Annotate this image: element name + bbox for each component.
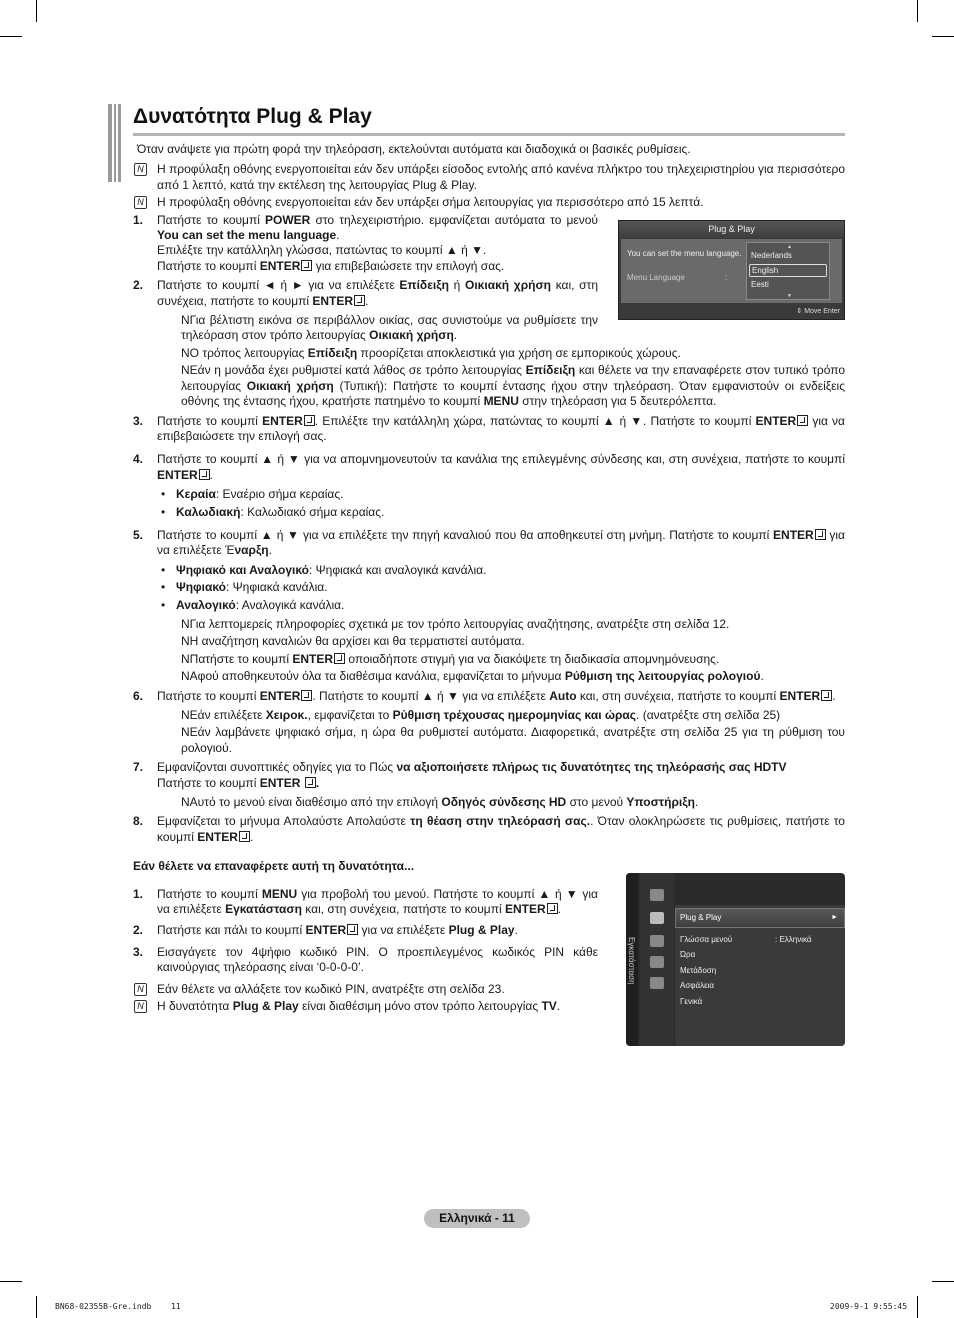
step-7: 7. Εμφανίζονται συνοπτικές οδηγίες για το Πώς να αξιοποιήσετε πλήρως τις δυνατότητες της τηλεόρασής σας HDTV Πατήστε το κουμπί ENTER . — [133, 760, 787, 790]
osd-icon-column — [640, 873, 674, 1046]
note-icon: N — [134, 196, 147, 209]
list-item: • Ψηφιακό και Αναλογικό: Ψηφιακά και αναλογικά κανάλια. — [133, 563, 845, 578]
osd-menu — [675, 905, 845, 1046]
note: NΓια βέλτιστη εικόνα σε περιβάλλον οικίας, σας συνιστούμε να ρυθμίσετε την τηλεόραση στον τρόπο λειτουργίας Οικιακή χρήση. — [181, 313, 598, 343]
note-icon: N — [181, 651, 190, 666]
note: N Εάν θέλετε να αλλάξετε τον κωδικό PIN, ανατρέξτε στη σελίδα 23. — [133, 982, 598, 997]
note: NΑφού αποθηκευτούν όλα τα διαθέσιμα κανάλια, εμφανίζεται το μήνυμα Ρύθμιση της λειτουργίας ρολογιού. — [181, 669, 764, 684]
step-6: 6. Πατήστε το κουμπί ENTER . Πατήστε το κουμπί ▲ ή ▼ για να επιλέξετε Auto και, στη συνέχεια, πατήστε το κουμπί ENTER . — [133, 688, 836, 703]
note: NΕάν λαμβάνετε ψηφιακό σήμα, η ώρα θα ρυθμιστεί αυτόματα. Διαφορετικά, ανατρέξτε στη σελίδα 25 για τη ρύθμιση του ρολογιού. — [181, 725, 845, 755]
note-icon: N — [134, 163, 147, 176]
step-1: 1. Πατήστε το κουμπί POWER στο τηλεχειριστήριο. εμφανίζεται αυτόματα το μενού You can set the menu language. Επιλέξτε την κατάλληλη γλώσσα, πατώντας το κουμπί ▲ ή ▼. Πατήστε το κουμπί ENTER για επιβεβαιώσετε την επιλογή σας. — [133, 212, 598, 273]
footer-file: BN68-02355B-Gre.indb — [55, 1302, 152, 1311]
enter-icon — [815, 529, 826, 540]
note: NΕάν επιλέξετε Χειροκ., εμφανίζεται το Ρύθμιση τρέχουσας ημερομηνίας και ώρας. (ανατρέξτε στη σελίδα 25) — [181, 708, 781, 722]
osd-footer: ⇕ Move Enter — [796, 308, 840, 315]
crop-mark — [0, 36, 22, 37]
enter-icon — [305, 777, 316, 788]
crop-mark — [0, 1281, 22, 1282]
title-rule — [133, 133, 845, 136]
menu-item[interactable]: Γενικά — [680, 997, 703, 1006]
language-option[interactable]: Nederlands — [751, 251, 792, 260]
page-number: Ελληνικά - 11 — [424, 1209, 530, 1228]
note-icon: N — [181, 669, 190, 684]
note-icon: N — [181, 616, 190, 631]
input-icon[interactable] — [650, 935, 664, 947]
support-icon[interactable] — [650, 977, 664, 989]
list-item: • Κεραία: Εναέριο σήμα κεραίας. — [133, 487, 845, 502]
title-decoration — [108, 104, 122, 182]
chevron-right-icon: ► — [831, 914, 838, 921]
enter-icon — [199, 469, 210, 480]
footer-page: 11 — [171, 1302, 181, 1311]
note: N Η δυνατότητα Plug & Play είναι διαθέσιμη μόνο στον τρόπο λειτουργίας TV. — [133, 999, 598, 1014]
menu-item-plug-and-play[interactable]: Plug & Play ► — [675, 908, 845, 928]
crop-mark — [917, 1296, 918, 1318]
menu-item[interactable]: Γλώσσα μενού — [680, 935, 733, 944]
note-icon: N — [181, 313, 190, 328]
osd-panel: You can set the menu language. Menu Language : ▲ Nederlands English Eesti ▼ — [621, 239, 842, 303]
menu-item[interactable]: Ώρα — [680, 950, 696, 959]
crop-mark — [932, 36, 954, 37]
crop-mark — [36, 0, 37, 22]
note: NΑυτό το μενού είναι διαθέσιμο από την επιλογή Οδηγός σύνδεσης HD στο μενού Υποστήριξη. — [181, 795, 699, 810]
enter-icon — [821, 690, 832, 701]
enter-icon — [347, 924, 358, 935]
enter-icon — [354, 295, 365, 306]
osd-label: You can set the menu language. — [627, 249, 742, 258]
enter-icon — [301, 260, 312, 271]
list-item: • Καλωδιακή: Καλωδιακό σήμα κεραίας. — [133, 505, 845, 520]
language-list[interactable] — [746, 242, 830, 300]
enter-icon — [239, 831, 250, 842]
language-option[interactable]: Eesti — [751, 280, 769, 289]
note-icon: N — [181, 345, 190, 360]
note: NΕάν η μονάδα έχει ρυθμιστεί κατά λάθος σε τρόπο λειτουργίας Επίδειξη και θέλετε να την επαναφέρετε στον τυπικό τρόπο λειτουργίας Οικιακή χρήση (Τυπική): Πατήστε το κουμπί έντασης ήχου στην τηλεόραση. Όταν εμφανιστούν οι ενδείξεις οθόνης της έντασης ήχου, κρατήστε πατημένο το κουμπί MENU στην τηλεόραση για 5 δευτερόλεπτα. — [181, 363, 845, 409]
step-4: 4. Πατήστε το κουμπί ▲ ή ▼ για να απομνημονευτούν τα κανάλια της επιλεγμένης σύνδεσης και, στη συνέχεια, πατήστε το κουμπί ENTER . — [133, 452, 845, 482]
picture-icon[interactable] — [650, 889, 664, 901]
osd-side-label: Εγκατάσταση — [627, 937, 636, 985]
menu-item[interactable]: Μετάδοση — [680, 966, 717, 975]
note: NΠατήστε το κουμπί ENTER οποιαδήποτε στιγμή για να διακόψετε τη διαδικασία απομνημόνευσης. — [181, 651, 720, 666]
menu-item-value: : Ελληνικά — [775, 935, 812, 944]
note-icon: N — [181, 363, 190, 378]
note-icon: N — [181, 795, 190, 810]
note-icon: N — [134, 1000, 147, 1013]
arrow-up-icon: ▲ — [787, 244, 792, 250]
arrow-down-icon: ▼ — [787, 293, 792, 299]
crop-mark — [932, 1281, 954, 1282]
note: NΓια λεπτομερείς πληροφορίες σχετικά με τον τρόπο λειτουργίας αναζήτησης, ανατρέξτε στη σελίδα 12. — [181, 616, 730, 631]
application-icon[interactable] — [650, 956, 664, 968]
menu-item[interactable]: Ασφάλεια — [680, 981, 715, 990]
list-item: • Αναλογικό: Αναλογικά κανάλια. — [133, 598, 845, 613]
note-icon: N — [181, 725, 190, 740]
language-option-selected[interactable]: English — [749, 264, 827, 277]
list-item: • Ψηφιακό: Ψηφιακά κανάλια. — [133, 580, 845, 595]
enter-icon — [797, 415, 808, 426]
enter-icon — [304, 415, 315, 426]
reset-step-1: 1. Πατήστε το κουμπί MENU για προβολή του μενού. Πατήστε το κουμπί ▲ ή ▼ για να επιλέξετε Εγκατάσταση και, στη συνέχεια, πατήστε το κουμπί ENTER . — [133, 886, 598, 917]
enter-icon — [334, 653, 345, 664]
osd-label: Menu Language — [627, 273, 685, 282]
note: NΟ τρόπος λειτουργίας Επίδειξη προορίζεται αποκλειστικά για χρήση σε εμπορικούς χώρους. — [181, 345, 681, 360]
footer-datetime: 2009-9-1 9:55:45 — [830, 1302, 908, 1311]
osd-plug-and-play — [618, 220, 845, 320]
osd-setup-menu — [626, 873, 845, 1046]
intro-text: Όταν ανάψετε για πρώτη φορά την τηλεόραση, εκτελούνται αυτόματα και διαδοχικά οι βασικές ρυθμίσεις. — [137, 142, 691, 156]
reset-step-3: 3. Εισαγάγετε τον 4ψήφιο κωδικό PIN. Ο προεπιλεγμένος κωδικός PIN κάθε καινούργιας τηλεόρασης είναι ‘0-0-0-0’. — [133, 944, 598, 975]
note-icon: N — [181, 708, 190, 722]
step-8: 8. Εμφανίζεται το μήνυμα Απολαύστε Απολαύστε τη θέαση στην τηλεόρασή σας.. Όταν ολοκληρώσετε τις ρυθμίσεις, πατήστε το κουμπί ENTER . — [133, 814, 845, 844]
note: N Η προφύλαξη οθόνης ενεργοποιείται εάν δεν υπάρξει σήμα λειτουργίας για περισσότερο από 15 λεπτά. — [133, 195, 845, 210]
note: N Η προφύλαξη οθόνης ενεργοποιείται εάν δεν υπάρξει είσοδος εντολής από κανένα πλήκτρο του τηλεχειριστηρίου για περισσότερο από 1 λεπτό, κατά την εκτέλεση της λειτουργίας Plug & Play. — [133, 162, 845, 193]
note-icon: N — [181, 634, 190, 649]
crop-mark — [917, 0, 918, 22]
step-3: 3. Πατήστε το κουμπί ENTER . Επιλέξτε την κατάλληλη χώρα, πατώντας το κουμπί ▲ ή ▼. Πατήστε το κουμπί ENTER για να επιβεβαιώσετε την επιλογή σας. — [133, 413, 845, 443]
page-title: Δυνατότητα Plug & Play — [133, 105, 372, 128]
reset-step-2: 2. Πατήστε και πάλι το κουμπί ENTER για να επιλέξετε Plug & Play. — [133, 923, 518, 938]
note: NΗ αναζήτηση καναλιών θα αρχίσει και θα τερματιστεί αυτόματα. — [181, 634, 525, 649]
move-icon: ⇕ — [796, 308, 805, 315]
setup-icon[interactable] — [650, 912, 664, 924]
step-5: 5. Πατήστε το κουμπί ▲ ή ▼ για να επιλέξετε την πηγή καναλιού που θα αποθηκευτεί στη μνήμη. Πατήστε το κουμπί ENTER για να επιλέξετε Έναρξη. — [133, 527, 845, 558]
enter-icon — [547, 903, 558, 914]
note-icon: N — [134, 983, 147, 996]
enter-icon — [301, 690, 312, 701]
section-heading: Εάν θέλετε να επαναφέρετε αυτή τη δυνατότητα... — [133, 859, 415, 874]
crop-mark — [36, 1296, 37, 1318]
osd-header: Plug & Play — [619, 221, 844, 238]
step-2: 2. Πατήστε το κουμπί ◄ ή ► για να επιλέξετε Επίδειξη ή Οικιακή χρήση και, στη συνέχεια, πατήστε το κουμπί ENTER . — [133, 278, 599, 308]
